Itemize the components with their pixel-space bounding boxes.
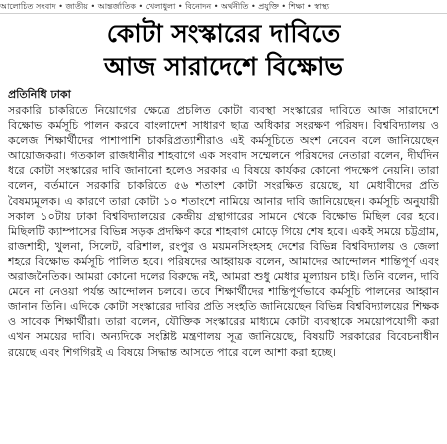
article-body [8, 103, 439, 438]
header-strip: আলোচিত সংবাদ • জাতীয় • আন্তর্জাতিক • খেলাধুলা • বিনোদন • অর্থনীতি • প্রযুক্তি • শিক্ষা • স্বাস্থ্য [0, 0, 447, 14]
headline-line-1: কোটা সংস্কারের দাবিতে [106, 19, 341, 48]
headline-line-2: আজ সারাদেশে বিক্ষোভ [104, 52, 343, 81]
byline: প্রতিনিধি ঢাকা [8, 88, 71, 101]
article-paragraph: সরকারি চাকরিতে নিয়োগের ক্ষেত্রে প্রচলিত কোটা ব্যবস্থা সংস্কারের দাবিতে আজ সারাদেশে বিক্ষোভ কর্মসূচি পালন করবে বাংলাদেশ সাধারণ ছাত্র অধিকার সংরক্ষণ পরিষদ। বিশ্ববিদ্যালয় ও কলেজ শিক্ষার্থীদের পাশাপাশি চাকরিপ্রত্যাশীরাও এই কর্মসূচিতে অংশ নেবেন বলে জানিয়েছেন আয়োজকরা। গতকাল রাজধানীর শাহবাগে এক সংবাদ সম্মেলনে পরিষদের নেতারা বলেন, দীর্ঘদিন ধরে কোটা সংস্কারের দাবি জানানো হলেও সরকার এ বিষয়ে কার্যকর কোনো পদক্ষেপ নেয়নি। তারা বলেন, বর্তমানে সরকারি চাকরিতে ৫৬ শতাংশ কোটা সংরক্ষিত রয়েছে, যা মেধাবীদের প্রতি বৈষম্যমূলক। এ কারণে তারা কোটা ১০ শতাংশে নামিয়ে আনার দাবি জানিয়েছেন। কর্মসূচি অনুযায়ী সকাল ১০টায় ঢাকা বিশ্ববিদ্যালয়ের কেন্দ্রীয় গ্রন্থাগারের সামনে থেকে বিক্ষোভ মিছিল বের হবে। মিছিলটি ক্যাম্পাসের বিভিন্ন সড়ক প্রদক্ষিণ করে শাহবাগ মোড়ে গিয়ে শেষ হবে। একই সময়ে চট্টগ্রাম, রাজশাহী, খুলনা, সিলেট, বরিশাল, রংপুর ও ময়মনসিংহসহ দেশের বিভিন্ন বিশ্ববিদ্যালয় ও জেলা শহরে বিক্ষোভ কর্মসূচি পালিত হবে। পরিষদের আহ্বায়ক বলেন, আমাদের আন্দোলন শান্তিপূর্ণ এবং অরাজনৈতিক। আমরা কোনো দলের বিরুদ্ধে নই, আমরা শুধু মেধার মূল্যায়ন চাই। তিনি বলেন, দাবি মেনে না নেওয়া পর্যন্ত আন্দোলন চলবে। তবে শিক্ষার্থীদের শান্তিপূর্ণভাবে কর্মসূচি পালনের আহ্বান জানান তিনি। এদিকে কোটা সংস্কারের দাবির প্রতি সংহতি জানিয়েছেন বিভিন্ন বিশ্ববিদ্যালয়ের শিক্ষক ও সাবেক শিক্ষার্থীরা। তারা বলেন, যৌক্তিক সংস্কারের মাধ্যমে কোটা ব্যবস্থাকে সময়োপযোগী করা এখন সময়ের দাবি। অন্যদিকে সংশ্লিষ্ট মন্ত্রণালয় সূত্র জানিয়েছে, বিষয়টি সরকারের বিবেচনাধীন রয়েছে এবং শিগগিরই এ বিষয়ে সিদ্ধান্ত আসতে পারে বলে আশা করা হচ্ছে। [8, 104, 439, 359]
